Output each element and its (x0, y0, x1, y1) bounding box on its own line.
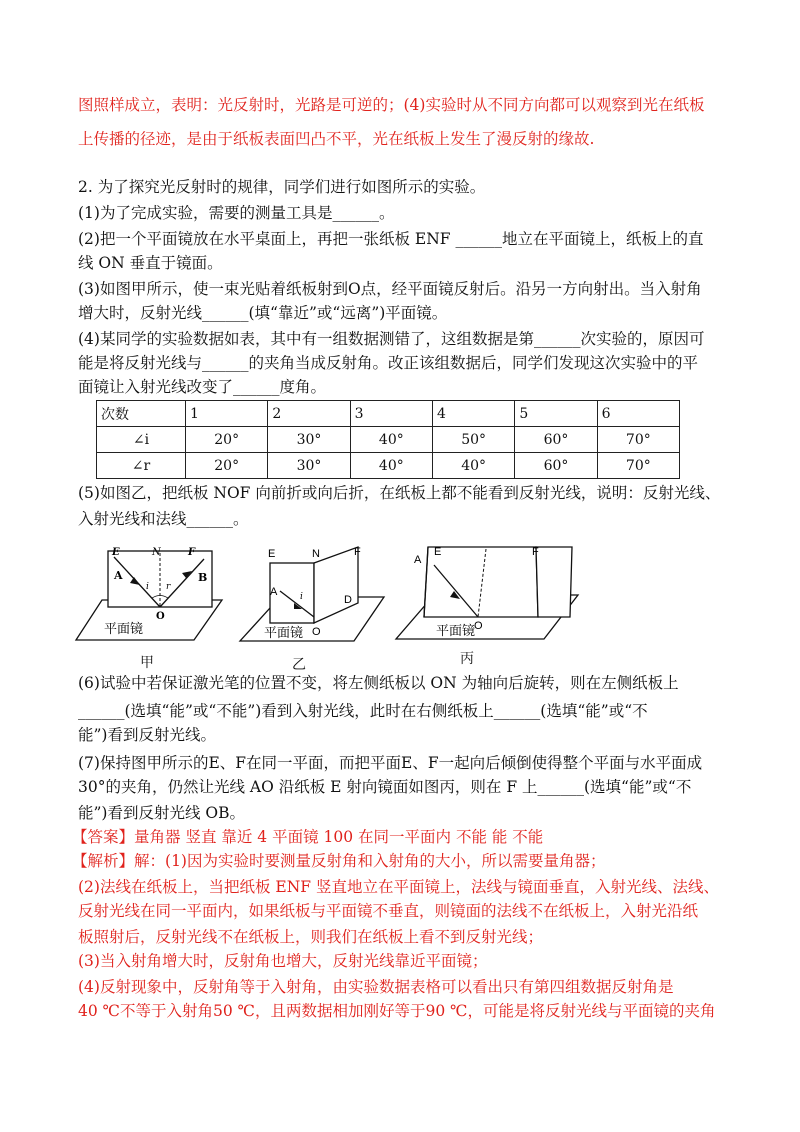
label-f: F (354, 546, 361, 558)
answer-tag: 【答案】 (72, 828, 135, 846)
question-line: (1)为了完成实验，需要的测量工具是______。 (78, 204, 395, 222)
label-i: i (300, 592, 303, 602)
intro-line: 图照样成立，表明：光反射时，光路是可逆的；(4)实验时从不同方向都可以观察到光在纸板 (78, 96, 705, 114)
table-cell: 20° (186, 453, 268, 479)
question-line: (5)如图乙，把纸板 NOF 向前折或向后折，在纸板上都不能看到反射光线，说明：反射光线、 (78, 484, 721, 502)
analysis-line: (4)反射现象中，反射角等于入射角，由实验数据表格可以看出只有第四组数据反射角是 (78, 978, 674, 996)
figure-caption-jia: 甲 (140, 655, 154, 671)
table-cell: 20° (186, 427, 268, 453)
analysis-line: (3)当入射角增大时，反射角也增大，反射光线靠近平面镜； (78, 952, 488, 970)
figure-caption-yi: 乙 (292, 657, 306, 673)
question-title: 2. 为了探究光反射时的规律，同学们进行如图所示的实验。 (78, 178, 486, 196)
label-r: r (166, 582, 171, 592)
analysis-line: 板照射后，反射光线不在纸板上，则我们在纸板上看不到反射光线； (78, 928, 544, 946)
table-cell: 50° (432, 427, 514, 453)
data-table (96, 400, 680, 479)
question-line: 能”)看到反射光线 OB。 (78, 804, 245, 822)
table-header-row (97, 401, 680, 427)
table-row (97, 427, 680, 453)
analysis-line: (2)法线在纸板上，当把纸板 ENF 竖直地立在平面镜上，法线与镜面垂直，入射光线、法线、 (78, 878, 719, 896)
label-d: D (344, 594, 352, 606)
question-line: (7)保持图甲所示的E、F在同一平面，而把平面E、F一起向后倾倒使得整个平面与水平面成 (78, 754, 703, 772)
label-o: O (312, 626, 321, 638)
answer-line (72, 826, 732, 848)
table-cell: 2 (268, 401, 350, 427)
analysis-tag: 【解析】 (72, 852, 135, 870)
question-line: 能”)看到反射光线。 (78, 726, 216, 744)
label-e: E (434, 546, 442, 558)
mirror-label: 平面镜 (436, 623, 476, 638)
label-o: O (474, 620, 483, 632)
table-cell: 40° (350, 453, 432, 479)
question-line: ______(选填“能”或“不能”)看到入射光线，此时在右侧纸板上______(选填“能”或“不 (78, 702, 648, 720)
question-line: 线 ON 垂直于镜面。 (78, 254, 223, 272)
table-cell: 40° (432, 453, 514, 479)
label-e: E (112, 547, 120, 558)
question-line: (2)把一个平面镜放在水平桌面上，再把一张纸板 ENF ______地立在平面镜上，纸板上的直 (78, 230, 704, 248)
table-cell: 6 (597, 401, 679, 427)
table-row (97, 453, 680, 479)
analysis-line (72, 850, 732, 872)
table-cell: 70° (597, 427, 679, 453)
label-a: A (114, 569, 123, 582)
answer-text: 量角器 竖直 靠近 4 平面镜 100 在同一平面内 不能 能 不能 (134, 828, 544, 846)
intro-line: 上传播的径迹，是由于纸板表面凹凸不平，光在纸板上发生了漫反射的缘故. (78, 130, 595, 148)
table-cell: 1 (186, 401, 268, 427)
question-line: 30°的夹角，仍然让光线 AO 沿纸板 E 射向镜面如图丙，则在 F 上______(选填“能”或“不 (78, 778, 692, 796)
mirror-label: 平面镜 (104, 621, 144, 636)
label-o: O (156, 611, 165, 622)
analysis-line: 40 ℃不等于入射角50 ℃，且两数据相加刚好等于90 ℃，可能是将反射光线与平面镜的夹角 (78, 1002, 716, 1020)
question-line: (3)如图甲所示，使一束光贴着纸板射到O点，经平面镜反射后。沿另一方向射出。当入射角 (78, 280, 702, 298)
table-cell: 40° (350, 427, 432, 453)
table-cell: 5 (515, 401, 597, 427)
question-line: 面镜让入射光线改变了______度角。 (78, 378, 327, 396)
figure-bing (394, 545, 584, 665)
question-line: 能是将反射光线与______的夹角当成反射角。改正该组数据后，同学们发现这次实验中的平 (78, 354, 699, 372)
table-cell: 60° (515, 427, 597, 453)
table-cell: 次数 (97, 401, 186, 427)
table-cell: ∠r (97, 453, 186, 479)
mirror-label: 平面镜 (264, 625, 304, 640)
label-a: A (414, 554, 422, 566)
label-b: B (198, 571, 208, 584)
figure-jia (74, 545, 226, 665)
label-a: A (270, 586, 278, 598)
label-i: i (146, 582, 149, 592)
table-cell: ∠i (97, 427, 186, 453)
table-cell: 4 (432, 401, 514, 427)
label-e: E (268, 548, 276, 560)
question-line: 增大时，反射光线______(填“靠近”或“远离”)平面镜。 (78, 304, 448, 322)
question-line: (4)某同学的实验数据如表，其中有一组数据测错了，这组数据是第______次实验的，原因可 (78, 330, 705, 348)
label-n: N (312, 548, 320, 560)
table-cell: 3 (350, 401, 432, 427)
table-cell: 30° (268, 427, 350, 453)
question-line: 入射光线和法线______。 (78, 510, 249, 528)
figure-yi (236, 545, 388, 665)
label-f: F (532, 546, 539, 558)
table-cell: 60° (515, 453, 597, 479)
table-cell: 30° (268, 453, 350, 479)
figure-caption-bing: 丙 (460, 651, 474, 667)
table-cell: 70° (597, 453, 679, 479)
analysis-line: 反射光线在同一平面内，如果纸板与平面镜不垂直，则镜面的法线不在纸板上，入射光沿纸 (78, 902, 699, 920)
analysis-text: 解：(1)因为实验时要测量反射角和入射角的大小，所以需要量角器； (134, 852, 606, 870)
question-line: (6)试验中若保证激光笔的位置不变，将左侧纸板以 ON 为轴向后旋转，则在左侧纸板上 (78, 674, 679, 692)
label-f: F (188, 547, 196, 558)
label-n: N (152, 547, 161, 558)
